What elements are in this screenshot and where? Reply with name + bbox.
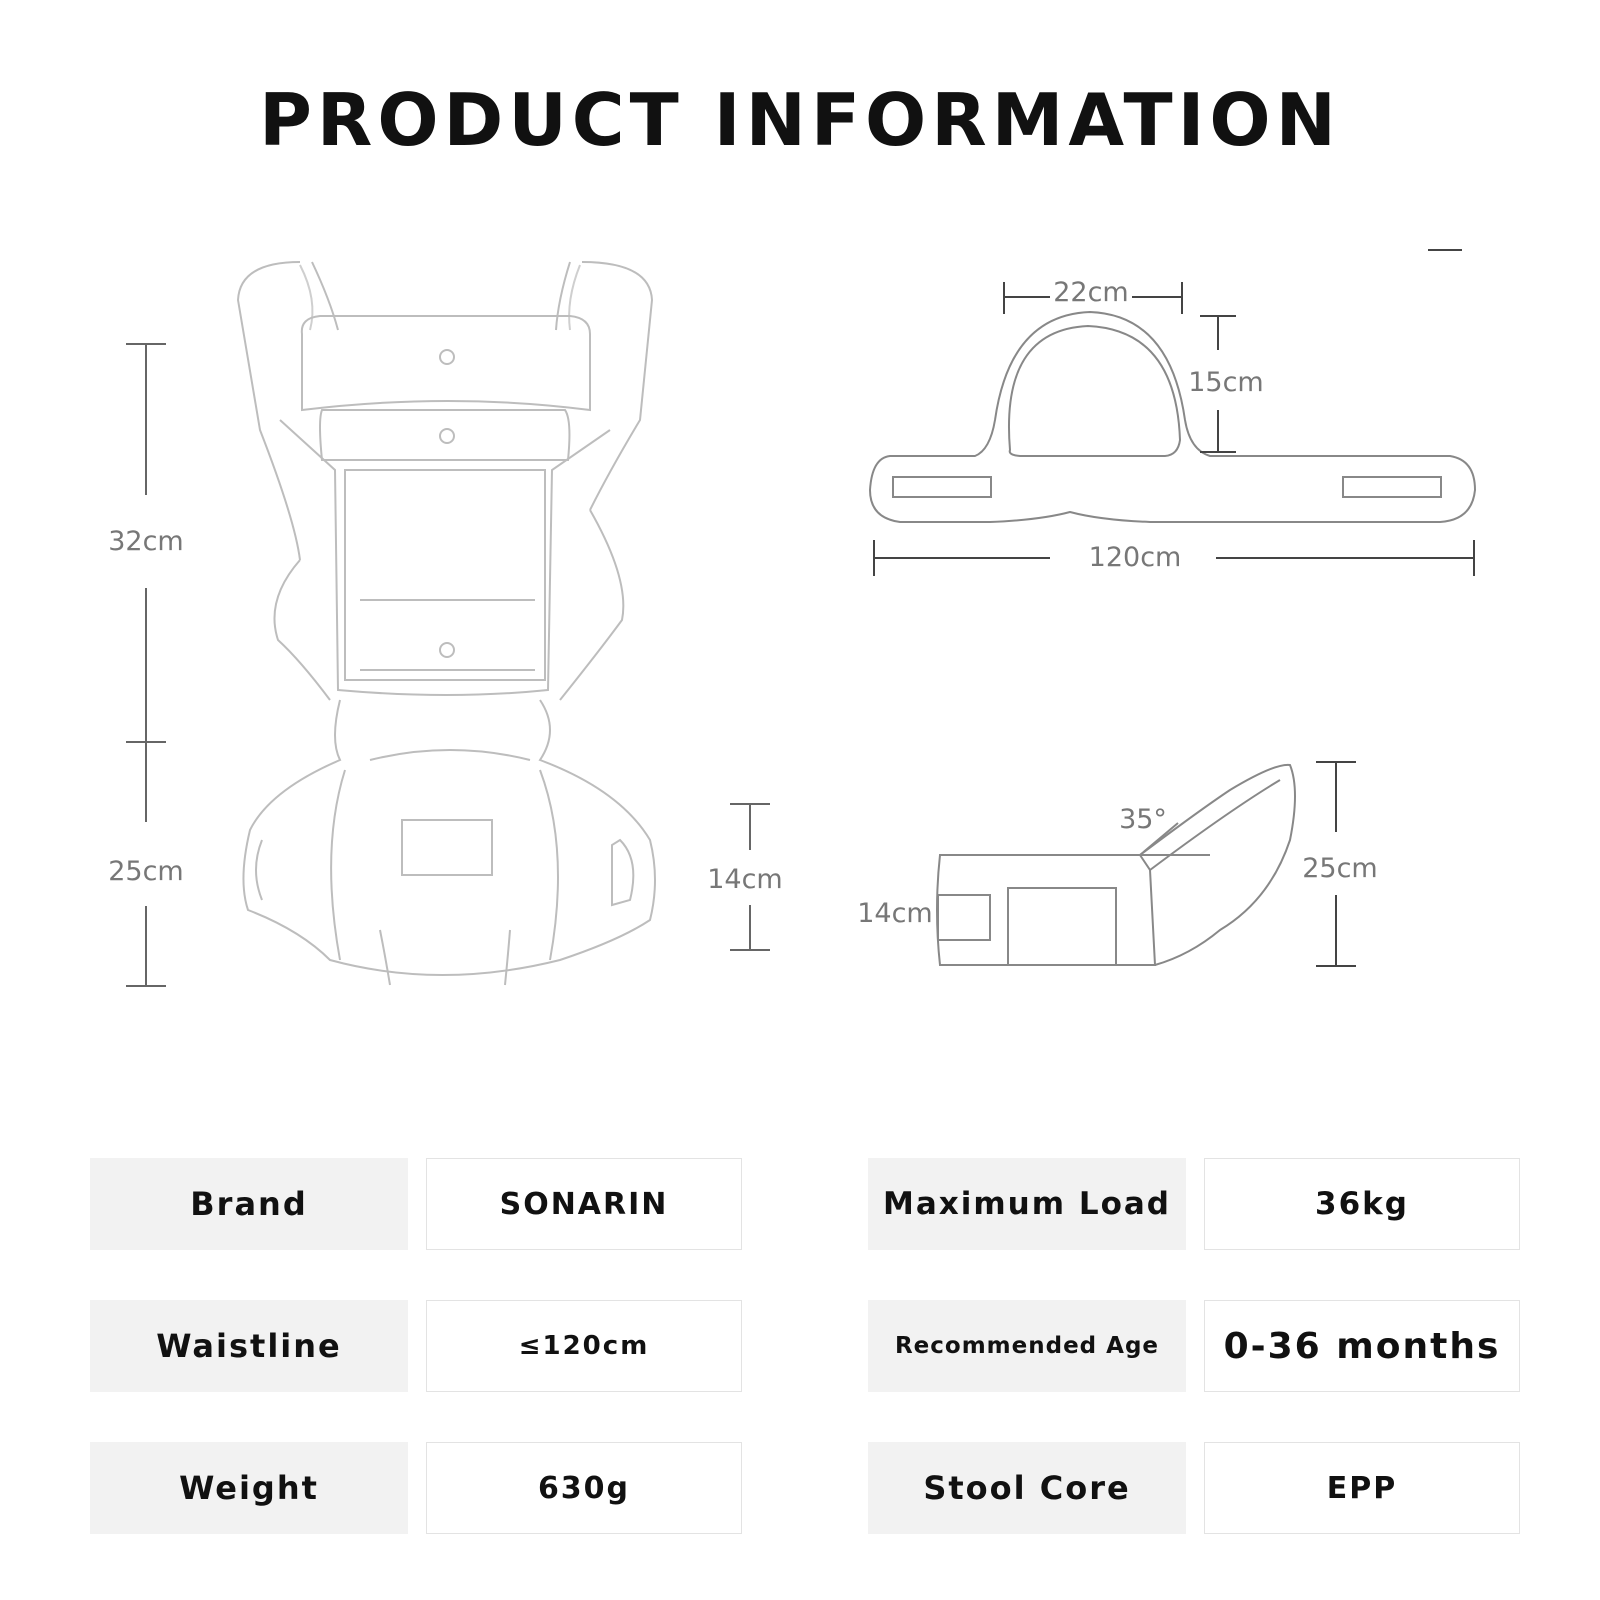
dim-belt-length: 120cm — [1088, 542, 1182, 573]
spec-label-maximum-load: Maximum Load — [868, 1158, 1186, 1250]
spec-label-waistline: Waistline — [90, 1300, 408, 1392]
page-title: PRODUCT INFORMATION — [259, 78, 1341, 162]
spec-value-weight: 630g — [426, 1442, 742, 1534]
dim-seat-height: 25cm — [1302, 853, 1378, 884]
spec-value-waistline: ≤120cm — [426, 1300, 742, 1392]
dim-carrier-lower: 25cm — [108, 856, 184, 887]
dim-carrier-upper: 32cm — [108, 526, 184, 557]
spec-label-recommended-age: Recommended Age — [868, 1300, 1186, 1392]
dim-carrier-seat: 14cm — [707, 864, 783, 895]
dim-belt-arch-height: 15cm — [1188, 367, 1264, 398]
dim-belt-arch-width: 22cm — [1053, 277, 1129, 308]
hip-seat-illustration — [937, 765, 1295, 965]
spec-value-brand: SONARIN — [426, 1158, 742, 1250]
spec-value-stool-core: EPP — [1204, 1442, 1520, 1534]
baby-carrier-illustration — [238, 262, 655, 985]
spec-value-maximum-load: 36kg — [1204, 1158, 1520, 1250]
spec-value-recommended-age: 0-36 months — [1204, 1300, 1520, 1392]
spec-label-brand: Brand — [90, 1158, 408, 1250]
spec-label-weight: Weight — [90, 1442, 408, 1534]
dim-seat-base-height: 14cm — [857, 898, 933, 929]
waist-belt-illustration — [870, 312, 1475, 522]
dim-seat-angle: 35° — [1119, 804, 1167, 835]
spec-label-stool-core: Stool Core — [868, 1442, 1186, 1534]
